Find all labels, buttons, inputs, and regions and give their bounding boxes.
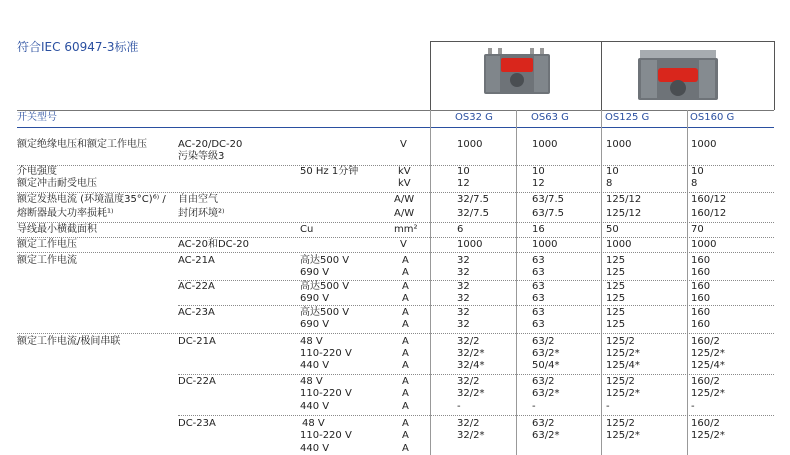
- cell-os125: 50: [606, 224, 619, 235]
- cell-os32: 10: [457, 166, 470, 177]
- cell-os32: 32/2*: [457, 348, 485, 359]
- os125-switch-image: [638, 50, 718, 102]
- row-condition: 690 V: [300, 319, 330, 330]
- cell-os160: 160/2: [691, 376, 720, 387]
- col-divider-1: [430, 110, 431, 455]
- row-unit: A: [402, 255, 409, 266]
- cell-os63: 63/2*: [532, 348, 560, 359]
- row-divider: [17, 252, 774, 253]
- row-divider: [178, 280, 774, 281]
- row-divider: [178, 305, 774, 306]
- cell-os125: 1000: [606, 239, 632, 250]
- row-condition: 110-220 V: [300, 388, 352, 399]
- cell-os125: 125/12: [606, 208, 642, 219]
- row-sub-label: 封闭环境²⁾: [178, 208, 225, 219]
- type-label: 开关型号: [17, 112, 57, 123]
- row-unit: A: [402, 319, 409, 330]
- row-divider: [178, 374, 774, 375]
- row-divider: [17, 333, 774, 334]
- row-unit: A: [402, 348, 409, 359]
- row-unit: V: [400, 239, 407, 250]
- row-label: 额定工作电压: [17, 239, 77, 250]
- row-condition: 高达500 V: [300, 255, 350, 266]
- row-condition: 高达500 V: [300, 307, 350, 318]
- header-box-top: [430, 41, 774, 42]
- cell-os32: 32/2*: [457, 388, 485, 399]
- row-divider: [17, 237, 774, 238]
- row-condition: 440 V: [300, 401, 330, 412]
- col-divider-3: [601, 110, 602, 455]
- cell-os63: -: [532, 401, 536, 412]
- cell-os160: 125/2*: [691, 430, 725, 441]
- cell-os32: 1000: [457, 239, 483, 250]
- cell-os32: 32: [457, 307, 470, 318]
- cell-os160: 160: [691, 267, 711, 278]
- cell-os160: 160: [691, 319, 711, 330]
- row-condition: 440 V: [300, 443, 330, 454]
- row-sub-label: AC-21A: [178, 255, 215, 266]
- cell-os160: -: [691, 401, 695, 412]
- row-label: 额定工作电流/极间串联: [17, 336, 121, 347]
- row-condition: 690 V: [300, 293, 330, 304]
- cell-os63: 63/2*: [532, 388, 560, 399]
- cell-os63: 12: [532, 178, 545, 189]
- row-sub-label: DC-21A: [178, 336, 216, 347]
- row-condition: 110-220 V: [300, 348, 352, 359]
- row-divider: [17, 165, 774, 166]
- cell-os63: 63: [532, 293, 545, 304]
- cell-os160: 10: [691, 166, 704, 177]
- row-unit: V: [400, 139, 407, 150]
- row-label: 额定绝缘电压和额定工作电压: [17, 139, 147, 150]
- cell-os63: 63/7.5: [532, 194, 564, 205]
- cell-os32: 12: [457, 178, 470, 189]
- header-box-left: [430, 41, 431, 110]
- cell-os160: 125/4*: [691, 360, 725, 371]
- cell-os125: 125: [606, 319, 626, 330]
- row-condition: Cu: [300, 224, 314, 235]
- row-sub-label: AC-22A: [178, 281, 215, 292]
- row-label: 额定工作电流: [17, 255, 77, 266]
- cell-os160: 160/12: [691, 194, 727, 205]
- cell-os125: 125/2*: [606, 430, 640, 441]
- header-rule: [17, 110, 774, 111]
- cell-os63: 63/2: [532, 418, 555, 429]
- row-condition: 48 V: [300, 376, 323, 387]
- cell-os160: 160/2: [691, 336, 720, 347]
- cell-os32: 32/2: [457, 418, 480, 429]
- cell-os125: 125: [606, 293, 626, 304]
- cell-os32: 6: [457, 224, 464, 235]
- cell-os160: 1000: [691, 139, 717, 150]
- cell-os160: 160/2: [691, 418, 720, 429]
- cell-os125: 125: [606, 281, 626, 292]
- cell-os160: 160: [691, 281, 711, 292]
- col-divider-4: [687, 110, 688, 455]
- row-sub-label: 污染等级3: [178, 151, 225, 162]
- row-unit: A: [402, 401, 409, 412]
- cell-os32: 32/2: [457, 336, 480, 347]
- cell-os125: -: [606, 401, 610, 412]
- row-unit: A: [402, 307, 409, 318]
- cell-os160: 160: [691, 255, 711, 266]
- cell-os125: 125/4*: [606, 360, 640, 371]
- row-condition: 高达500 V: [300, 281, 350, 292]
- cell-os125: 125/2: [606, 418, 635, 429]
- row-unit: kV: [398, 166, 411, 177]
- row-sub-label: DC-22A: [178, 376, 216, 387]
- row-sub-label: AC-20/DC-20: [178, 139, 243, 150]
- cell-os125: 125/2*: [606, 348, 640, 359]
- col-divider-2: [516, 110, 517, 455]
- row-condition: 110-220 V: [300, 430, 352, 441]
- cell-os125: 10: [606, 166, 619, 177]
- row-unit: kV: [398, 178, 411, 189]
- cell-os63: 50/4*: [532, 360, 560, 371]
- cell-os125: 125: [606, 307, 626, 318]
- cell-os32: 32: [457, 319, 470, 330]
- row-condition: 50 Hz 1分钟: [300, 166, 359, 177]
- cell-os32: 32/2: [457, 376, 480, 387]
- cell-os125: 1000: [606, 139, 632, 150]
- row-sub-label: DC-23A: [178, 418, 216, 429]
- cell-os125: 125/2*: [606, 388, 640, 399]
- row-condition: 440 V: [300, 360, 330, 371]
- row-unit: A: [402, 293, 409, 304]
- cell-os63: 63: [532, 267, 545, 278]
- cell-os125: 125/12: [606, 194, 642, 205]
- row-unit: A: [402, 418, 409, 429]
- row-sub-label: AC-20和DC-20: [178, 239, 249, 250]
- cell-os63: 16: [532, 224, 545, 235]
- cell-os63: 1000: [532, 239, 558, 250]
- model-os32: OS32 G: [455, 112, 493, 123]
- cell-os63: 63/2: [532, 336, 555, 347]
- row-unit: A/W: [394, 208, 415, 219]
- cell-os63: 63: [532, 319, 545, 330]
- row-unit: A: [402, 336, 409, 347]
- row-unit: A: [402, 281, 409, 292]
- cell-os63: 63: [532, 307, 545, 318]
- row-sub-label: 自由空气: [178, 194, 218, 205]
- cell-os160: 160/12: [691, 208, 727, 219]
- row-unit: A: [402, 430, 409, 441]
- row-sub-label: AC-23A: [178, 307, 215, 318]
- cell-os160: 70: [691, 224, 704, 235]
- row-divider: [178, 415, 774, 416]
- cell-os63: 1000: [532, 139, 558, 150]
- cell-os32: 32/7.5: [457, 208, 489, 219]
- row-label: 额定冲击耐受电压: [17, 178, 97, 189]
- cell-os63: 10: [532, 166, 545, 177]
- cell-os125: 125/2: [606, 336, 635, 347]
- cell-os63: 63: [532, 255, 545, 266]
- cell-os32: 32/7.5: [457, 194, 489, 205]
- row-unit: A/W: [394, 194, 415, 205]
- model-os63: OS63 G: [531, 112, 569, 123]
- cell-os125: 125/2: [606, 376, 635, 387]
- row-unit: A: [402, 360, 409, 371]
- cell-os160: 8: [691, 178, 698, 189]
- cell-os63: 63/2: [532, 376, 555, 387]
- cell-os160: 125/2*: [691, 388, 725, 399]
- cell-os32: 32: [457, 255, 470, 266]
- cell-os32: 1000: [457, 139, 483, 150]
- cell-os160: 160: [691, 293, 711, 304]
- cell-os32: 32: [457, 293, 470, 304]
- row-divider: [17, 192, 774, 193]
- row-label: 介电强度: [17, 166, 57, 177]
- cell-os32: 32/4*: [457, 360, 485, 371]
- cell-os125: 125: [606, 267, 626, 278]
- cell-os160: 125/2*: [691, 348, 725, 359]
- row-unit: A: [402, 267, 409, 278]
- cell-os125: 8: [606, 178, 613, 189]
- row-divider: [17, 222, 774, 223]
- header-box-right: [774, 41, 775, 110]
- row-unit: A: [402, 376, 409, 387]
- cell-os160: 1000: [691, 239, 717, 250]
- page-title: 符合IEC 60947-3标准: [17, 40, 139, 54]
- model-os125: OS125 G: [605, 112, 650, 123]
- cell-os63: 63/7.5: [532, 208, 564, 219]
- cell-os32: 32: [457, 267, 470, 278]
- cell-os32: 32: [457, 281, 470, 292]
- header-bottom-rule: [17, 127, 774, 128]
- cell-os63: 63: [532, 281, 545, 292]
- os32-switch-image: [484, 48, 550, 98]
- model-os160: OS160 G: [690, 112, 735, 123]
- cell-os160: 160: [691, 307, 711, 318]
- row-condition: 690 V: [300, 267, 330, 278]
- row-label: 导线最小横截面积: [17, 224, 97, 235]
- cell-os63: 63/2*: [532, 430, 560, 441]
- row-unit: A: [402, 388, 409, 399]
- cell-os32: -: [457, 401, 461, 412]
- cell-os125: 125: [606, 255, 626, 266]
- row-condition: 48 V: [300, 336, 323, 347]
- row-label: 熔断器最大功率损耗¹⁾: [17, 208, 114, 219]
- row-condition: 48 V: [302, 418, 325, 429]
- row-unit: A: [402, 443, 409, 454]
- header-box-mid: [601, 41, 602, 110]
- cell-os32: 32/2*: [457, 430, 485, 441]
- row-unit: mm²: [394, 224, 418, 235]
- row-label: 额定发热电流 (环境温度35°C)⁶⁾ /: [17, 194, 166, 205]
